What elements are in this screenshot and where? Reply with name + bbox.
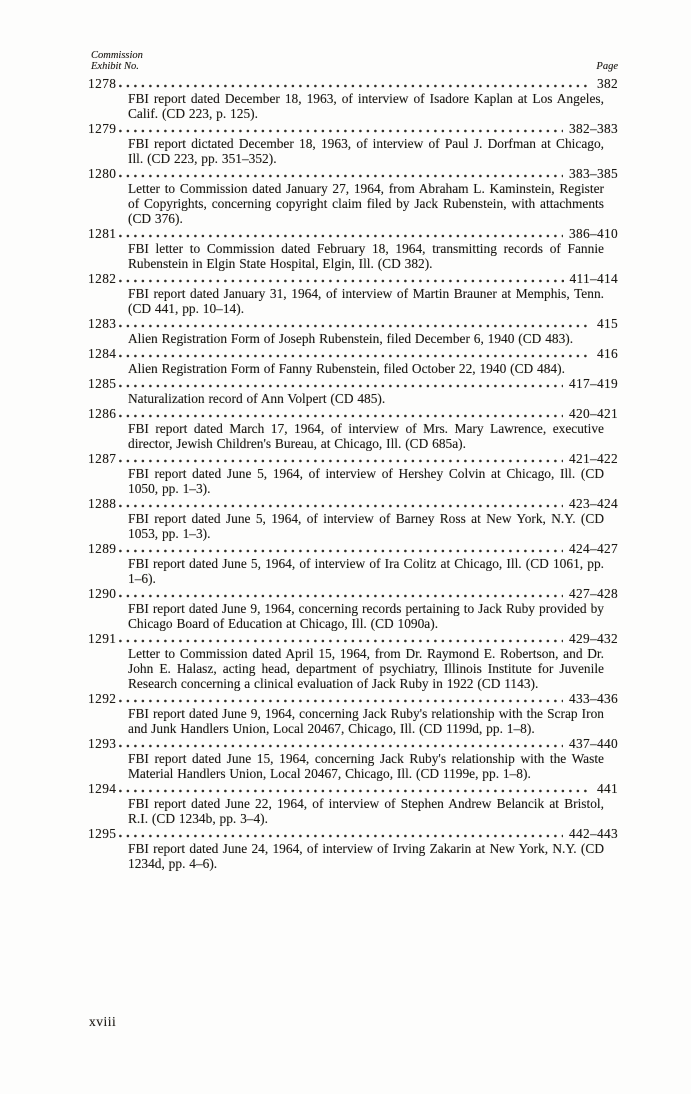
exhibit-number: 1292: [88, 691, 117, 706]
exhibit-number: 1281: [88, 226, 117, 241]
exhibit-entry-head: [88, 451, 618, 466]
exhibit-description: FBI report dated June 15, 1964, concerning Jack Ruby's relationship with the Waste Material Handlers Union, Local 20467, Chicago, Ill. (CD 1199e, pp. 1–8).: [128, 751, 604, 781]
exhibit-page-ref: 424–427: [569, 541, 618, 556]
exhibit-page-ref: 417–419: [569, 376, 618, 391]
exhibit-entry-head: [88, 496, 618, 511]
exhibit-description: Alien Registration Form of Joseph Rubenstein, filed December 6, 1940 (CD 483).: [128, 331, 574, 346]
exhibit-number: 1279: [88, 121, 117, 136]
exhibit-number: 1278: [88, 76, 117, 91]
exhibit-number: 1283: [88, 316, 117, 331]
dot-leader: [119, 789, 591, 793]
exhibit-entry: [88, 496, 618, 541]
exhibit-description: Letter to Commission dated January 27, 1964, from Abraham L. Kaminstein, Register of Copyrights, concerning copyright claim filed by Jack Rubenstein, with attachments (CD 376).: [128, 181, 604, 226]
exhibit-description: Letter to Commission dated April 15, 1964, from Dr. Raymond E. Robertson, and Dr. John E. Halasz, acting head, department of psychiatry, Illinois Institute for Juvenile Research concerning a clinical evaluation of Jack Ruby in 1922 (CD 1143).: [128, 646, 604, 691]
exhibit-entry-head: [88, 316, 618, 331]
exhibit-no-header-line1: Commission: [91, 50, 143, 61]
exhibit-number: 1291: [88, 631, 117, 646]
exhibit-entry: [88, 376, 618, 406]
dot-leader: [119, 414, 563, 418]
exhibit-description: Alien Registration Form of Fanny Rubenstein, filed October 22, 1940 (CD 484).: [128, 361, 565, 376]
exhibit-description: Naturalization record of Ann Volpert (CD 485).: [128, 391, 386, 406]
exhibit-page-ref: 437–440: [569, 736, 618, 751]
dot-leader: [119, 324, 591, 328]
exhibit-description: FBI report dictated December 18, 1963, of interview of Paul J. Dorfman at Chicago, Ill. (CD 223, pp. 351–352).: [128, 136, 604, 166]
exhibit-description: FBI report dated March 17, 1964, of interview of Mrs. Mary Lawrence, executive director, Jewish Children's Bureau, at Chicago, Ill. (CD 685a).: [128, 421, 604, 451]
exhibit-entry: [88, 76, 618, 121]
exhibit-description: FBI report dated June 5, 1964, of interview of Hershey Colvin at Chicago, Ill. (CD 1050, pp. 1–3).: [128, 466, 604, 496]
dot-leader: [119, 744, 563, 748]
exhibit-number: 1280: [88, 166, 117, 181]
exhibit-entry: [88, 691, 618, 736]
page-number-footer: xviii: [89, 1014, 117, 1029]
exhibit-page-ref: 411–414: [569, 271, 618, 286]
exhibit-description: FBI report dated June 9, 1964, concerning records pertaining to Jack Ruby provided by Chicago Board of Education at Chicago, Ill. (CD 1090a).: [128, 601, 604, 631]
exhibit-no-header-line2: Exhibit No.: [91, 61, 139, 72]
exhibit-entry-head: [88, 406, 618, 421]
exhibit-page-ref: 382: [597, 76, 618, 91]
exhibit-entry-head: [88, 226, 618, 241]
dot-leader: [119, 594, 563, 598]
exhibit-entry-head: [88, 121, 618, 136]
exhibit-entry: [88, 406, 618, 451]
exhibit-page-ref: 423–424: [569, 496, 618, 511]
exhibit-entry-head: [88, 271, 618, 286]
exhibit-page-ref: 382–383: [569, 121, 618, 136]
dot-leader: [119, 129, 563, 133]
dot-leader: [119, 639, 563, 643]
column-headers: [88, 50, 618, 72]
exhibit-entry-head: [88, 781, 618, 796]
exhibit-description: FBI report dated December 18, 1963, of interview of Isadore Kaplan at Los Angeles, Calif. (CD 223, p. 125).: [128, 91, 604, 121]
exhibit-entry: [88, 781, 618, 826]
dot-leader: [119, 384, 563, 388]
exhibit-list: [88, 76, 618, 871]
exhibit-number: 1287: [88, 451, 117, 466]
exhibit-description: FBI report dated June 5, 1964, of interview of Barney Ross at New York, N.Y. (CD 1053, pp. 1–3).: [128, 511, 604, 541]
exhibit-page-ref: 383–385: [569, 166, 618, 181]
exhibit-page-ref: 441: [597, 781, 618, 796]
exhibit-description: FBI report dated June 5, 1964, of interview of Ira Colitz at Chicago, Ill. (CD 1061, pp. 1–6).: [128, 556, 604, 586]
exhibit-number: 1288: [88, 496, 117, 511]
exhibit-description: FBI report dated June 9, 1964, concerning Jack Ruby's relationship with the Scrap Iron and Junk Handlers Union, Local 20467, Chicago, Ill. (CD 1199d, pp. 1–8).: [128, 706, 604, 736]
exhibit-entry-head: [88, 541, 618, 556]
page-column-header: Page: [596, 61, 618, 72]
dot-leader: [119, 84, 591, 88]
exhibit-page-ref: 420–421: [569, 406, 618, 421]
exhibit-entry-head: [88, 76, 618, 91]
exhibit-no-column-header: [91, 50, 143, 72]
exhibit-entry-head: [88, 346, 618, 361]
exhibit-page-ref: 433–436: [569, 691, 618, 706]
exhibit-entry: [88, 121, 618, 166]
dot-leader: [119, 504, 563, 508]
exhibit-entry: [88, 346, 618, 376]
exhibit-page-ref: 421–422: [569, 451, 618, 466]
dot-leader: [119, 174, 563, 178]
exhibit-description: FBI report dated June 22, 1964, of interview of Stephen Andrew Belancik at Bristol, R.I. (CD 1234b, pp. 3–4).: [128, 796, 604, 826]
exhibit-page-ref: 429–432: [569, 631, 618, 646]
exhibit-entry-head: [88, 691, 618, 706]
exhibit-entry-head: [88, 826, 618, 841]
exhibit-number: 1284: [88, 346, 117, 361]
exhibit-entry-head: [88, 376, 618, 391]
dot-leader: [119, 549, 563, 553]
exhibit-entry: [88, 586, 618, 631]
exhibit-number: 1285: [88, 376, 117, 391]
exhibit-entry: [88, 166, 618, 226]
exhibit-number: 1286: [88, 406, 117, 421]
exhibit-entry: [88, 271, 618, 316]
exhibit-entry: [88, 631, 618, 691]
exhibit-description: FBI letter to Commission dated February 18, 1964, transmitting records of Fannie Rubenstein in Elgin State Hospital, Elgin, Ill. (CD 382).: [128, 241, 604, 271]
exhibit-page-ref: 442–443: [569, 826, 618, 841]
dot-leader: [119, 459, 563, 463]
exhibit-entry: [88, 226, 618, 271]
exhibit-entry-head: [88, 586, 618, 601]
exhibit-page-ref: 427–428: [569, 586, 618, 601]
exhibit-description: FBI report dated January 31, 1964, of interview of Martin Brauner at Memphis, Tenn. (CD 441, pp. 10–14).: [128, 286, 604, 316]
exhibit-number: 1294: [88, 781, 117, 796]
dot-leader: [119, 234, 563, 238]
exhibit-entry: [88, 826, 618, 871]
exhibit-entry: [88, 736, 618, 781]
exhibit-entry-head: [88, 736, 618, 751]
exhibit-number: 1290: [88, 586, 117, 601]
exhibit-number: 1293: [88, 736, 117, 751]
exhibit-page-ref: 415: [597, 316, 618, 331]
exhibit-entry-head: [88, 166, 618, 181]
exhibit-entry-head: [88, 631, 618, 646]
dot-leader: [119, 279, 563, 283]
dot-leader: [119, 354, 591, 358]
exhibit-number: 1295: [88, 826, 117, 841]
exhibit-page-ref: 416: [597, 346, 618, 361]
exhibit-number: 1282: [88, 271, 117, 286]
exhibit-page-ref: 386–410: [569, 226, 618, 241]
dot-leader: [119, 834, 563, 838]
dot-leader: [119, 699, 563, 703]
exhibit-entry: [88, 541, 618, 586]
exhibit-entry: [88, 316, 618, 346]
exhibit-description: FBI report dated June 24, 1964, of interview of Irving Zakarin at New York, N.Y. (CD 1234d, pp. 4–6).: [128, 841, 604, 871]
exhibit-entry: [88, 451, 618, 496]
exhibit-number: 1289: [88, 541, 117, 556]
